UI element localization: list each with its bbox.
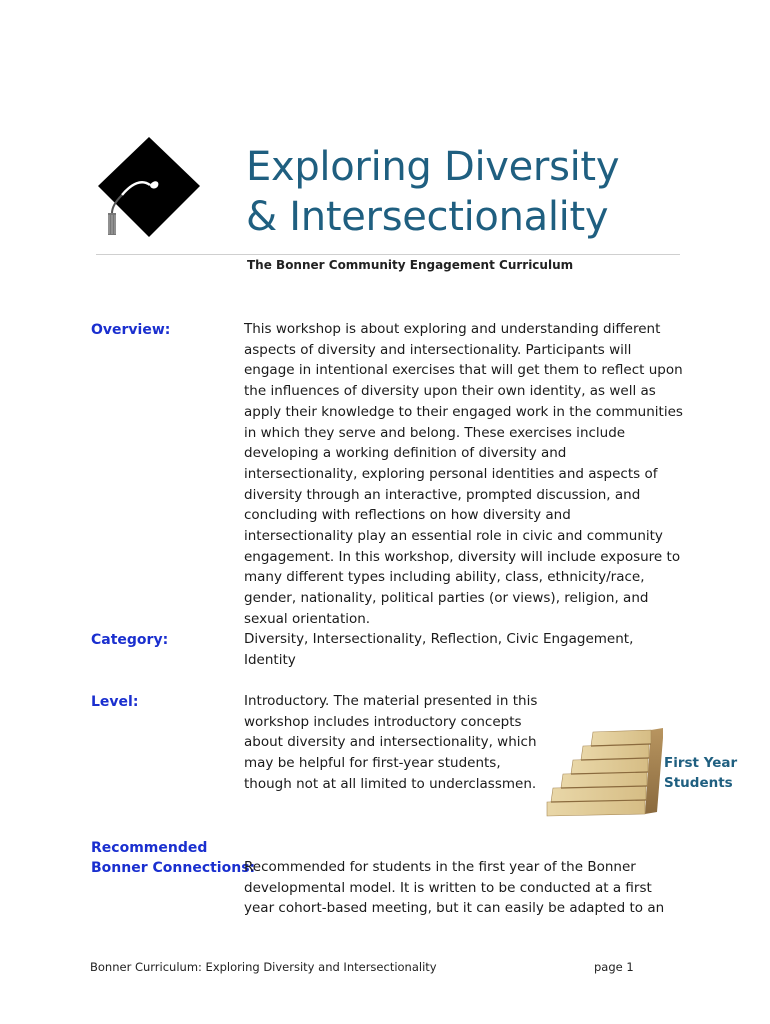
title-divider bbox=[96, 254, 680, 255]
stair-label-line-1: First Year bbox=[664, 755, 738, 771]
graduation-cap-icon bbox=[94, 133, 204, 243]
bonner-connections-text: Recommended for students in the first year of the Bonner developmental model. It is written to be conducted at a first year cohort-based meeting, but it can easily be adapted to an bbox=[244, 859, 665, 917]
title-line-2: & Intersectionality bbox=[246, 194, 609, 240]
stairs-icon bbox=[545, 726, 667, 818]
title-line-1: Exploring Diversity bbox=[246, 144, 620, 190]
page-number: page 1 bbox=[594, 960, 634, 974]
page-title bbox=[246, 142, 619, 242]
bonner-label-line-2: Bonner Connections: bbox=[91, 860, 256, 876]
category-text: Diversity, Intersectionality, Reflection, Civic Engagement, Identity bbox=[244, 631, 634, 668]
first-year-students-label bbox=[664, 753, 737, 793]
curriculum-subtitle: The Bonner Community Engagement Curriculum bbox=[247, 258, 574, 272]
footer-title: Bonner Curriculum: Exploring Diversity and Intersectionality bbox=[90, 960, 437, 974]
stair-label-line-2: Students bbox=[664, 775, 733, 791]
level-label: Level: bbox=[91, 694, 139, 710]
level-text: Introductory. The material presented in this workshop includes introductory concepts about diversity and intersectionality, which may be helpful for first-year students, though not at all limited to underclassmen. bbox=[244, 693, 538, 792]
bonner-connections-label bbox=[91, 838, 255, 878]
overview-text: This workshop is about exploring and understanding different aspects of diversity and intersectionality. Participants will engage in intentional exercises that will get them to reflect upon the influences of diversity upon their own identity, as well as apply their knowledge to their engaged work in the communities in which they serve and belong. These exercises include developing a working definition of diversity and intersectionality, exploring personal identities and aspects of diversity through an interactive, prompted discussion, and concluding with reflections on how diversity and intersectionality play an essential role in civic and community engagement. In this workshop, diversity will include exposure to many different types including ability, class, ethnicity/race, gender, nationality, political parties (or views), religion, and sexual orientation. bbox=[244, 321, 683, 627]
category-label: Category: bbox=[91, 632, 169, 648]
bonner-label-line-1: Recommended bbox=[91, 840, 208, 856]
overview-label: Overview: bbox=[91, 322, 171, 338]
